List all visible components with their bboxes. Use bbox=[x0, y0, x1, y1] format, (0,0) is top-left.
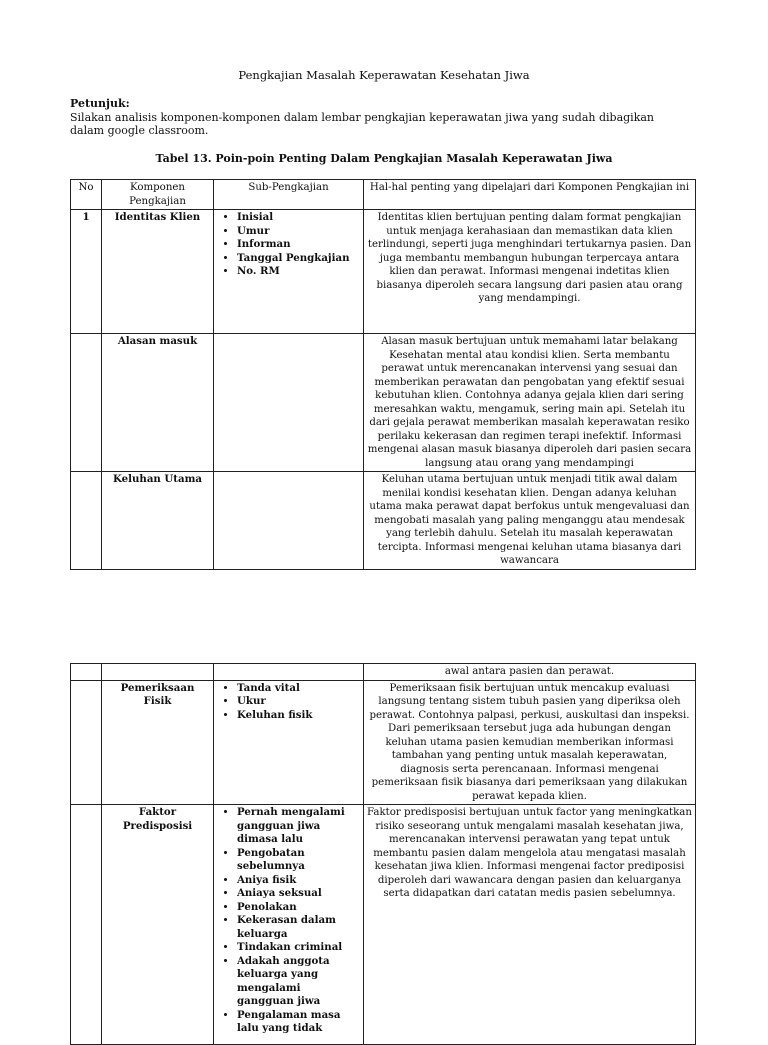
list-item: • Keluhan fisik bbox=[237, 709, 360, 723]
list-item: • Inisial bbox=[237, 211, 360, 225]
table-row bbox=[71, 805, 696, 1045]
cell-no bbox=[71, 680, 102, 805]
cell-komponen: Identitas Klien bbox=[102, 210, 214, 334]
list-item: • Informan bbox=[237, 238, 360, 252]
list-item: • Umur bbox=[237, 225, 360, 239]
cell-no: 1 bbox=[71, 210, 102, 334]
assessment-table-part2 bbox=[70, 663, 696, 1045]
instructions-label: Petunjuk: bbox=[70, 97, 130, 110]
list-item: • Aniya fisik bbox=[237, 874, 360, 888]
list-item: • Pengalaman masa lalu yang tidak bbox=[237, 1009, 360, 1036]
cell-no bbox=[71, 334, 102, 472]
list-item: • Tanggal Pengkajian bbox=[237, 252, 360, 266]
cell-komponen: Pemeriksaan Fisik bbox=[102, 680, 214, 805]
list-item: • Tanda vital bbox=[237, 682, 360, 696]
sub-pengkajian-list bbox=[217, 806, 360, 1036]
sub-pengkajian-list bbox=[217, 682, 360, 723]
list-item: • Pernah mengalami gangguan jiwa dimasa lalu bbox=[237, 806, 360, 847]
cell-no bbox=[71, 472, 102, 570]
cell-komponen bbox=[102, 664, 214, 681]
table-caption: Tabel 13. Poin-poin Penting Dalam Pengkajian Masalah Keperawatan Jiwa bbox=[155, 152, 613, 165]
cell-description: Identitas klien bertujuan penting dalam format pengkajian untuk menjaga kerahasiaan dan memastikan data klien terlindungi, seperti juga menghindari tertukarnya pasien. Dan juga membantu membangun hubungan terpercaya antara klien dan perawat. Informasi mengenai indetitas klien biasanya diperoleh secara langsung dari pasien atau orang yang mendampingi. bbox=[364, 210, 696, 334]
table-row bbox=[71, 472, 696, 570]
cell-description: Faktor predisposisi bertujuan untuk factor yang meningkatkan risiko seseorang untuk mengalami masalah kesehatan jiwa, merencanakan intervensi perawatan yang tepat untuk membantu pasien dalam mengelola atau mengatasi masalah kesehatan jiwa klien. Informasi mengenai factor prediposisi diperoleh dari wawancara dengan pasien dan keluarganya serta didapatkan dari catatan medis pasien sebelumnya. bbox=[364, 805, 696, 1045]
header-hal: Hal-hal penting yang dipelajari dari Komponen Pengkajian ini bbox=[364, 180, 696, 210]
cell-no bbox=[71, 664, 102, 681]
cell-sub-pengkajian bbox=[214, 472, 364, 570]
list-item: • No. RM bbox=[237, 265, 360, 279]
list-item: • Kekerasan dalam keluarga bbox=[237, 914, 360, 941]
cell-description: Pemeriksaan fisik bertujuan untuk mencakup evaluasi langsung tentang sistem tubuh pasien yang diperiksa oleh perawat. Contohnya palpasi, perkusi, auskultasi dan inspeksi. Dari pemeriksaan tersebut juga ada hubungan dengan keluhan utama pasien kemudian memberikan informasi tambahan yang penting untuk masalah keperawatan, diagnosis serta perencanaan. Informasi mengenai pemeriksaan fisik biasanya dari pemeriksaan yang dilakukan perawat kepada klien. bbox=[364, 680, 696, 805]
list-item: • Tindakan criminal bbox=[237, 941, 360, 955]
list-item: • Penolakan bbox=[237, 901, 360, 915]
header-no: No bbox=[71, 180, 102, 210]
cell-sub-pengkajian bbox=[214, 680, 364, 805]
cell-komponen: Keluhan Utama bbox=[102, 472, 214, 570]
cell-sub-pengkajian bbox=[214, 805, 364, 1045]
list-item: • Adakah anggota keluarga yang mengalami gangguan jiwa bbox=[237, 955, 360, 1009]
list-item: • Ukur bbox=[237, 695, 360, 709]
cell-sub-pengkajian bbox=[214, 664, 364, 681]
cell-sub-pengkajian bbox=[214, 334, 364, 472]
cell-komponen: Faktor Predisposisi bbox=[102, 805, 214, 1045]
cell-description: Keluhan utama bertujuan untuk menjadi titik awal dalam menilai kondisi kesehatan klien. Dengan adanya keluhan utama maka perawat dapat berfokus untuk mengevaluasi dan mengobati masalah yang paling menganggu atau mendesak yang terlebih dahulu. Setelah itu masalah keperawatan tercipta. Informasi mengenai keluhan utama biasanya dari wawancara bbox=[364, 472, 696, 570]
cell-komponen: Alasan masuk bbox=[102, 334, 214, 472]
table-header-row bbox=[71, 180, 696, 210]
list-item: • Aniaya seksual bbox=[237, 887, 360, 901]
list-item: • Pengobatan sebelumnya bbox=[237, 847, 360, 874]
cell-description: Alasan masuk bertujuan untuk memahami latar belakang Kesehatan mental atau kondisi klien. Serta membantu perawat untuk merencanakan intervensi yang sesuai dan memberikan perawatan dan pengobatan yang efektif sesuai kebutuhan klien. Contohnya adanya gejala klien dari sering meresahkan waktu, mengamuk, sering main api. Setelah itu dari gejala perawat memberikan masalah keperawatan resiko perilaku kekerasan dan regimen terapi inefektif. Informasi mengenai alasan masuk biasanya diperoleh dari pasien secara langsung atau orang yang mendampingi bbox=[364, 334, 696, 472]
table-row bbox=[71, 664, 696, 681]
instructions-text: Silakan analisis komponen-komponen dalam lembar pengkajian keperawatan jiwa yang sudah dibagikan dalam google classroom. bbox=[70, 111, 655, 137]
header-sub: Sub-Pengkajian bbox=[214, 180, 364, 210]
sub-pengkajian-list bbox=[217, 211, 360, 279]
cell-no bbox=[71, 805, 102, 1045]
document-title: Pengkajian Masalah Keperawatan Kesehatan Jiwa bbox=[238, 68, 530, 82]
table-row bbox=[71, 680, 696, 805]
cell-description: awal antara pasien dan perawat. bbox=[364, 664, 696, 681]
table-row bbox=[71, 334, 696, 472]
assessment-table-part1 bbox=[70, 179, 696, 570]
table-row bbox=[71, 210, 696, 334]
header-komponen: Komponen Pengkajian bbox=[102, 180, 214, 210]
cell-sub-pengkajian bbox=[214, 210, 364, 334]
